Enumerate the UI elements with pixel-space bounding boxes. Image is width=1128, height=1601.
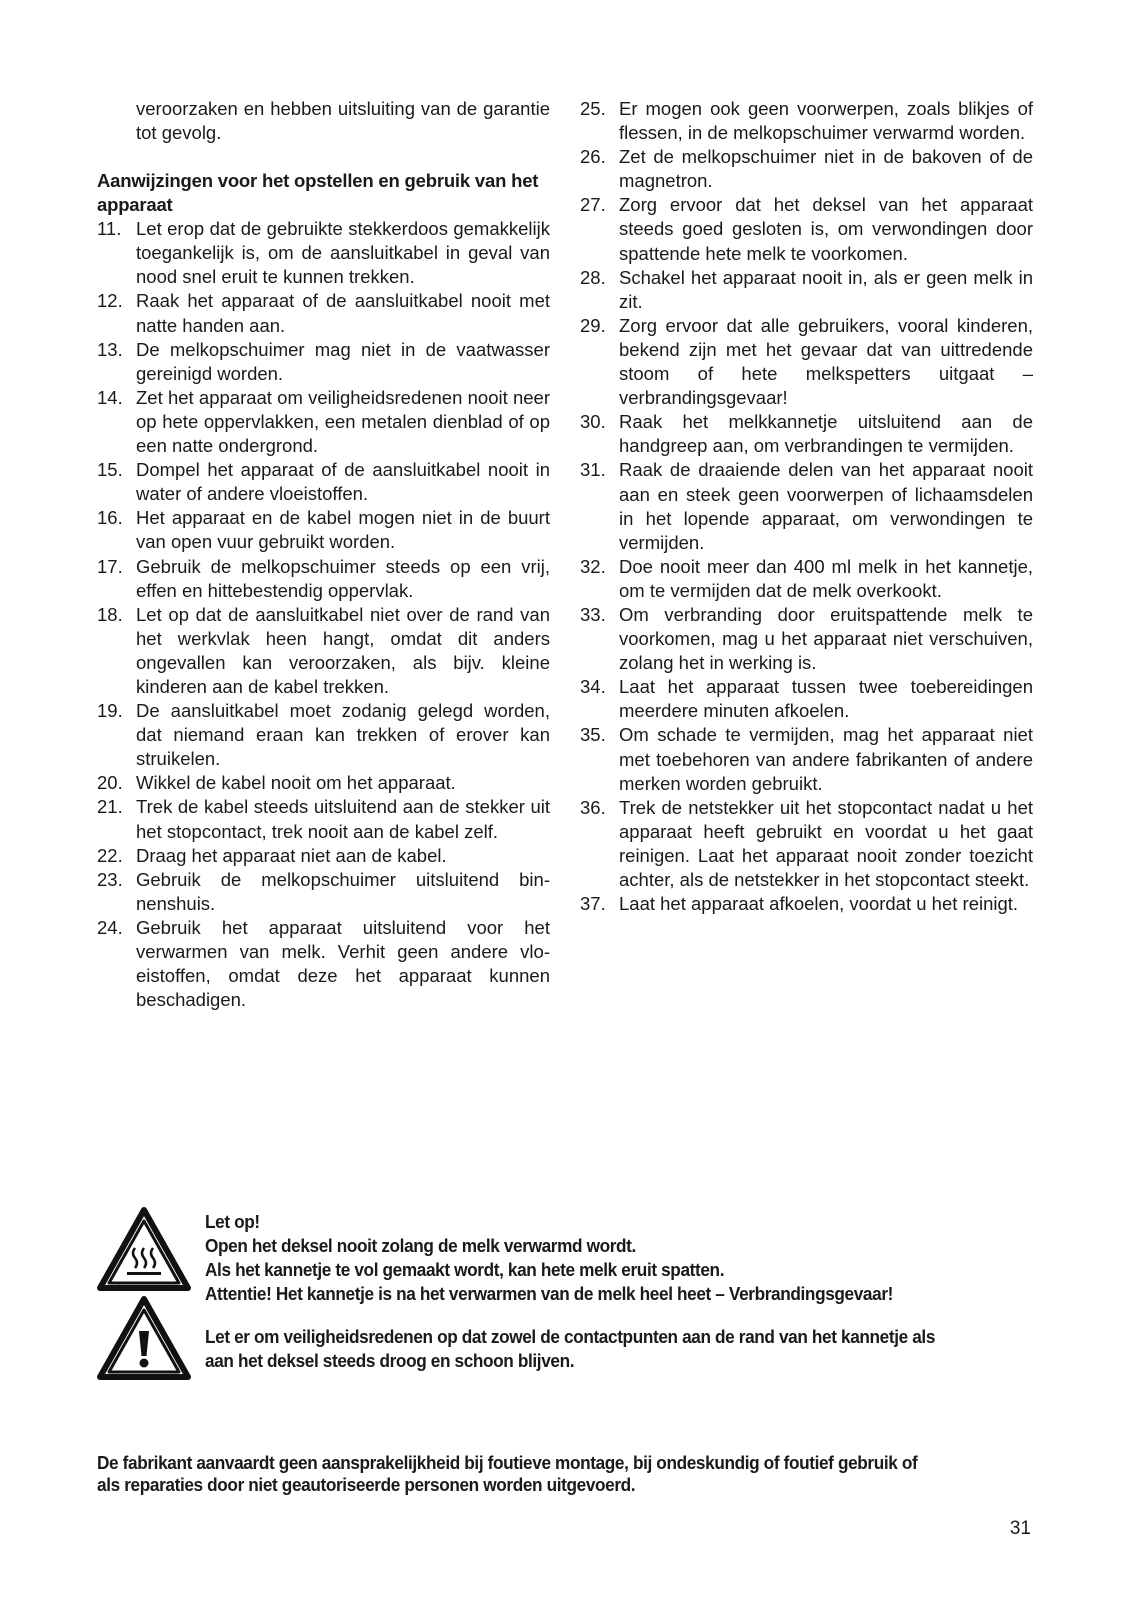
warning-line: Open het deksel nooit zolang de melk verwarmd wordt. xyxy=(205,1235,636,1256)
list-item xyxy=(97,868,550,916)
exclamation-warning-icon xyxy=(97,1295,191,1381)
liability-disclaimer xyxy=(97,1452,1027,1496)
warning-line: Als het kannetje te vol gemaakt wordt, kan hete melk eruit spatten. xyxy=(205,1259,725,1280)
list-item xyxy=(580,603,1033,675)
list-item xyxy=(97,458,550,506)
item-number: 28. xyxy=(580,266,606,288)
instructions-list-right xyxy=(580,97,1033,916)
item-number: 37. xyxy=(580,893,606,915)
item-number: 18. xyxy=(97,603,123,625)
list-item xyxy=(580,555,1033,603)
item-text: Zorg ervoor dat het deksel van het apparaat steeds goed gesloten is, om verwondingen door spattende hete melk te voorkomen. xyxy=(619,194,1033,264)
list-item xyxy=(97,555,550,603)
list-item xyxy=(97,338,550,386)
disclaimer-line: als reparaties door niet geautoriseerde personen worden uitgevoerd. xyxy=(97,1474,636,1495)
list-item xyxy=(97,506,550,554)
item-text: Schakel het apparaat nooit in, als er geen melk in zit. xyxy=(619,266,1033,312)
hot-surface-warning-icon xyxy=(97,1206,191,1292)
item-text: Gebruik de melkopschuimer uitsluitend binnenshuis. xyxy=(136,868,550,914)
item-number: 24. xyxy=(97,916,123,938)
item-text: Er mogen ook geen voorwerpen, zoals blikjes of flessen, in de melkopschuimer verwarmd worden. xyxy=(619,98,1033,144)
item-number: 36. xyxy=(580,796,606,818)
item-number: 23. xyxy=(97,868,123,890)
list-item xyxy=(580,266,1033,314)
section-heading: Aanwijzingen voor het opstellen en gebruik van het apparaat xyxy=(97,170,539,216)
item-text: Raak het apparaat of de aansluitkabel nooit met natte handen aan. xyxy=(136,290,550,336)
item-number: 21. xyxy=(97,796,123,818)
item-text: Om schade te vermijden, mag het apparaat niet met toebehoren van andere fabrikanten of andere merken worden gebruikt. xyxy=(619,724,1033,794)
item-number: 15. xyxy=(97,459,123,481)
item-number: 30. xyxy=(580,411,606,433)
warning-line: Attentie! Het kannetje is na het verwarmen van de melk heel heet – Verbrandingsgevaar! xyxy=(205,1283,894,1304)
item-text: Let erop dat de gebruikte stekkerdoos gemakkelijk toegankelijk is, om de aansluitkabel in geval van nood snel eruit te kunnen trekken. xyxy=(136,218,550,288)
item-text: Trek de netstekker uit het stopcontact nadat u het apparaat heeft gebruikt en voordat u het gaat reinigen. Laat het apparaat nooit zonder toezicht achter, als de netstekker in het stopcontact steekt. xyxy=(619,796,1033,890)
warnings-section xyxy=(97,1210,1033,1400)
item-number: 20. xyxy=(97,772,123,794)
item-number: 34. xyxy=(580,676,606,698)
item-text: Laat het apparaat afkoelen, voordat u het reinigt. xyxy=(619,893,1019,915)
warning-line: Let er om veiligheidsredenen op dat zowel de contactpunten aan de rand van het kannetje als xyxy=(205,1326,936,1347)
continuation-text: veroorzaken en hebben uitsluiting van de garantie tot gevolg. xyxy=(136,98,550,144)
item-number: 14. xyxy=(97,386,123,408)
list-item xyxy=(580,458,1033,554)
item-text: Gebruik de melkopschuimer steeds op een vrij, effen en hittebestendig oppervlak. xyxy=(136,555,550,601)
warning-line: aan het deksel steeds droog en schoon blijven. xyxy=(205,1350,575,1371)
disclaimer-line: De fabrikant aanvaardt geen aansprakelijkheid bij foutieve montage, bij ondeskundig of foutief gebruik of xyxy=(97,1452,918,1473)
item-number: 19. xyxy=(97,700,123,722)
item-text: Let op dat de aansluitkabel niet over de rand van het werkvlak heen hangt, omdat dit anders ongevallen kan veroorzaken, als bijv. kleine kinderen aan de kabel trekken. xyxy=(136,603,550,697)
item-number: 16. xyxy=(97,507,123,529)
list-item xyxy=(97,386,550,458)
item-text: Zet het apparaat om veiligheidsredenen nooit neer op hete oppervlakken, een metalen dienblad of op een natte ondergrond. xyxy=(136,386,550,457)
general-warning-block xyxy=(97,1310,1033,1400)
item-number: 22. xyxy=(97,844,123,866)
general-warning-text xyxy=(205,1310,1128,1373)
item-number: 35. xyxy=(580,724,606,746)
list-item xyxy=(97,916,550,1012)
item-text: Zorg ervoor dat alle gebruikers, vooral kinderen, bekend zijn met het gevaar dat van uittredende stoom of hete melkspetters uitgaat – verbrandingsgevaar! xyxy=(619,314,1033,409)
list-item xyxy=(580,723,1033,795)
item-number: 29. xyxy=(580,314,606,336)
item-text: Het apparaat en de kabel mogen niet in de buurt van open vuur gebruikt worden. xyxy=(136,507,550,553)
list-item xyxy=(97,795,550,843)
item-number: 33. xyxy=(580,603,606,625)
item-number: 13. xyxy=(97,338,123,360)
item-text: Draag het apparaat niet aan de kabel. xyxy=(136,844,447,866)
list-item xyxy=(97,699,550,771)
list-item xyxy=(580,675,1033,723)
list-item xyxy=(580,97,1033,145)
instructions-list-left xyxy=(97,217,550,1012)
item-text: De aansluitkabel moet zodanig gelegd worden, dat niemand eraan kan trekken of erover kan struikelen. xyxy=(136,700,550,770)
item-text: Zet de melkopschuimer niet in de bakoven of de magnetron. xyxy=(619,146,1033,192)
hot-warning-block xyxy=(97,1210,1033,1310)
list-item xyxy=(580,892,1033,916)
list-item xyxy=(97,217,550,289)
item-text: Raak het melkkannetje uitsluitend aan de handgreep aan, om verbrandingen te vermijden. xyxy=(619,411,1033,457)
item-number: 26. xyxy=(580,146,606,168)
item-number: 12. xyxy=(97,290,123,312)
hot-warning-text xyxy=(205,1210,1128,1306)
item-text: Laat het apparaat tussen twee toebereidingen meerdere minuten afkoelen. xyxy=(619,676,1033,722)
item-text: Doe nooit meer dan 400 ml melk in het kannetje, om te vermijden dat de melk overkookt. xyxy=(619,555,1033,601)
item-text: De melkopschuimer mag niet in de vaatwasser gereinigd worden. xyxy=(136,338,550,384)
item-number: 27. xyxy=(580,194,606,216)
list-item xyxy=(580,314,1033,410)
item-text: Wikkel de kabel nooit om het apparaat. xyxy=(136,772,456,794)
item-text: Om verbranding door eruitspattende melk te voorkomen, mag u het apparaat niet verschuiven, zolang het in werking is. xyxy=(619,603,1033,674)
item-text: Trek de kabel steeds uitsluitend aan de stekker uit het stopcontact, trek nooit aan de kabel zelf. xyxy=(136,796,550,842)
list-item xyxy=(97,844,550,868)
list-item xyxy=(97,603,550,699)
list-item xyxy=(580,410,1033,458)
list-item xyxy=(580,796,1033,892)
list-item xyxy=(580,193,1033,265)
list-item xyxy=(580,145,1033,193)
list-item xyxy=(97,289,550,337)
item-number: 11. xyxy=(97,218,122,240)
left-column xyxy=(97,97,550,1012)
item-number: 17. xyxy=(97,555,123,577)
list-item xyxy=(97,771,550,795)
item-text: Dompel het apparaat of de aansluitkabel nooit in water of andere vloeistoffen. xyxy=(136,459,550,505)
item-text: Raak de draaiende delen van het apparaat nooit aan en steek geen voorwerpen of lichaamsdelen in het lopende apparaat, om verwondingen te vermijden. xyxy=(619,459,1033,553)
item-text: Gebruik het apparaat uitsluitend voor het verwarmen van melk. Verhit geen andere vloeistoffen, omdat deze het apparaat kunnen beschadigen. xyxy=(136,916,550,1011)
warning-line: Let op! xyxy=(205,1211,260,1232)
item-number: 32. xyxy=(580,555,606,577)
page-number: 31 xyxy=(1009,1518,1031,1539)
right-column xyxy=(580,97,1033,916)
item-number: 31. xyxy=(580,459,606,481)
item-number: 25. xyxy=(580,98,606,119)
